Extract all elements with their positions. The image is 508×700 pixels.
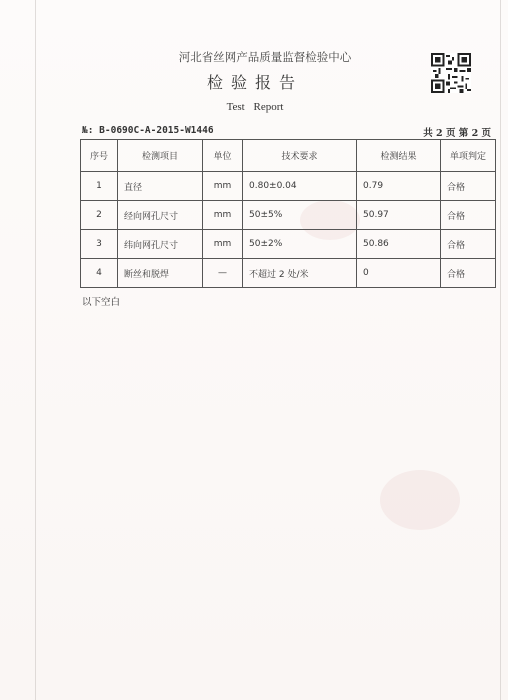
table-row — [81, 201, 496, 230]
cell-item: 纬向网孔尺寸 — [118, 230, 203, 259]
table-row — [81, 172, 496, 201]
scan-smudge — [380, 470, 460, 530]
header-cell: 检测结果 — [357, 140, 441, 172]
cell-requirement: 50±2% — [243, 230, 357, 259]
table-row — [81, 230, 496, 259]
header-cell: 检测项目 — [118, 140, 203, 172]
cell-result: 50.86 — [357, 230, 441, 259]
cell-result: 50.97 — [357, 201, 441, 230]
cell-unit: mm — [203, 172, 243, 201]
cell-verdict: 合格 — [441, 259, 496, 288]
table-row — [81, 259, 496, 288]
cell-result: 0.79 — [357, 172, 441, 201]
results-table — [80, 139, 496, 288]
cell-index: 1 — [81, 172, 118, 201]
cell-item: 直径 — [118, 172, 203, 201]
header-cell: 单位 — [203, 140, 243, 172]
cell-requirement: 50±5% — [243, 201, 357, 230]
header-cell: 技术要求 — [243, 140, 357, 172]
cell-requirement: 0.80±0.04 — [243, 172, 357, 201]
scan-edge-left — [35, 0, 36, 700]
table-header-row — [81, 140, 496, 172]
report-number: №: B-0690C-A-2015-W1446 — [82, 125, 214, 136]
report-title-cn: 检验报告 — [206, 73, 303, 92]
cell-unit: mm — [203, 201, 243, 230]
cell-verdict: 合格 — [441, 201, 496, 230]
cell-index: 4 — [81, 259, 118, 288]
cell-requirement: 不超过 2 处/米 — [243, 259, 357, 288]
page-count: 共 2 页 第 2 页 — [423, 128, 491, 139]
cell-verdict: 合格 — [441, 230, 496, 259]
header-cell: 单项判定 — [441, 140, 496, 172]
organization-name: 河北省丝网产品质量监督检验中心 — [178, 50, 352, 64]
blank-below-note: 以下空白 — [82, 297, 121, 308]
header-cell: 序号 — [81, 140, 118, 172]
scan-edge-right — [500, 0, 501, 700]
cell-unit: mm — [203, 230, 243, 259]
cell-index: 3 — [81, 230, 118, 259]
cell-result: 0 — [357, 259, 441, 288]
cell-verdict: 合格 — [441, 172, 496, 201]
report-title-en: Test Report — [226, 101, 284, 113]
cell-item: 断丝和脱焊 — [118, 259, 203, 288]
cell-unit: — — [203, 259, 243, 288]
cell-index: 2 — [81, 201, 118, 230]
cell-item: 经向网孔尺寸 — [118, 201, 203, 230]
qr-code-icon — [431, 53, 471, 93]
